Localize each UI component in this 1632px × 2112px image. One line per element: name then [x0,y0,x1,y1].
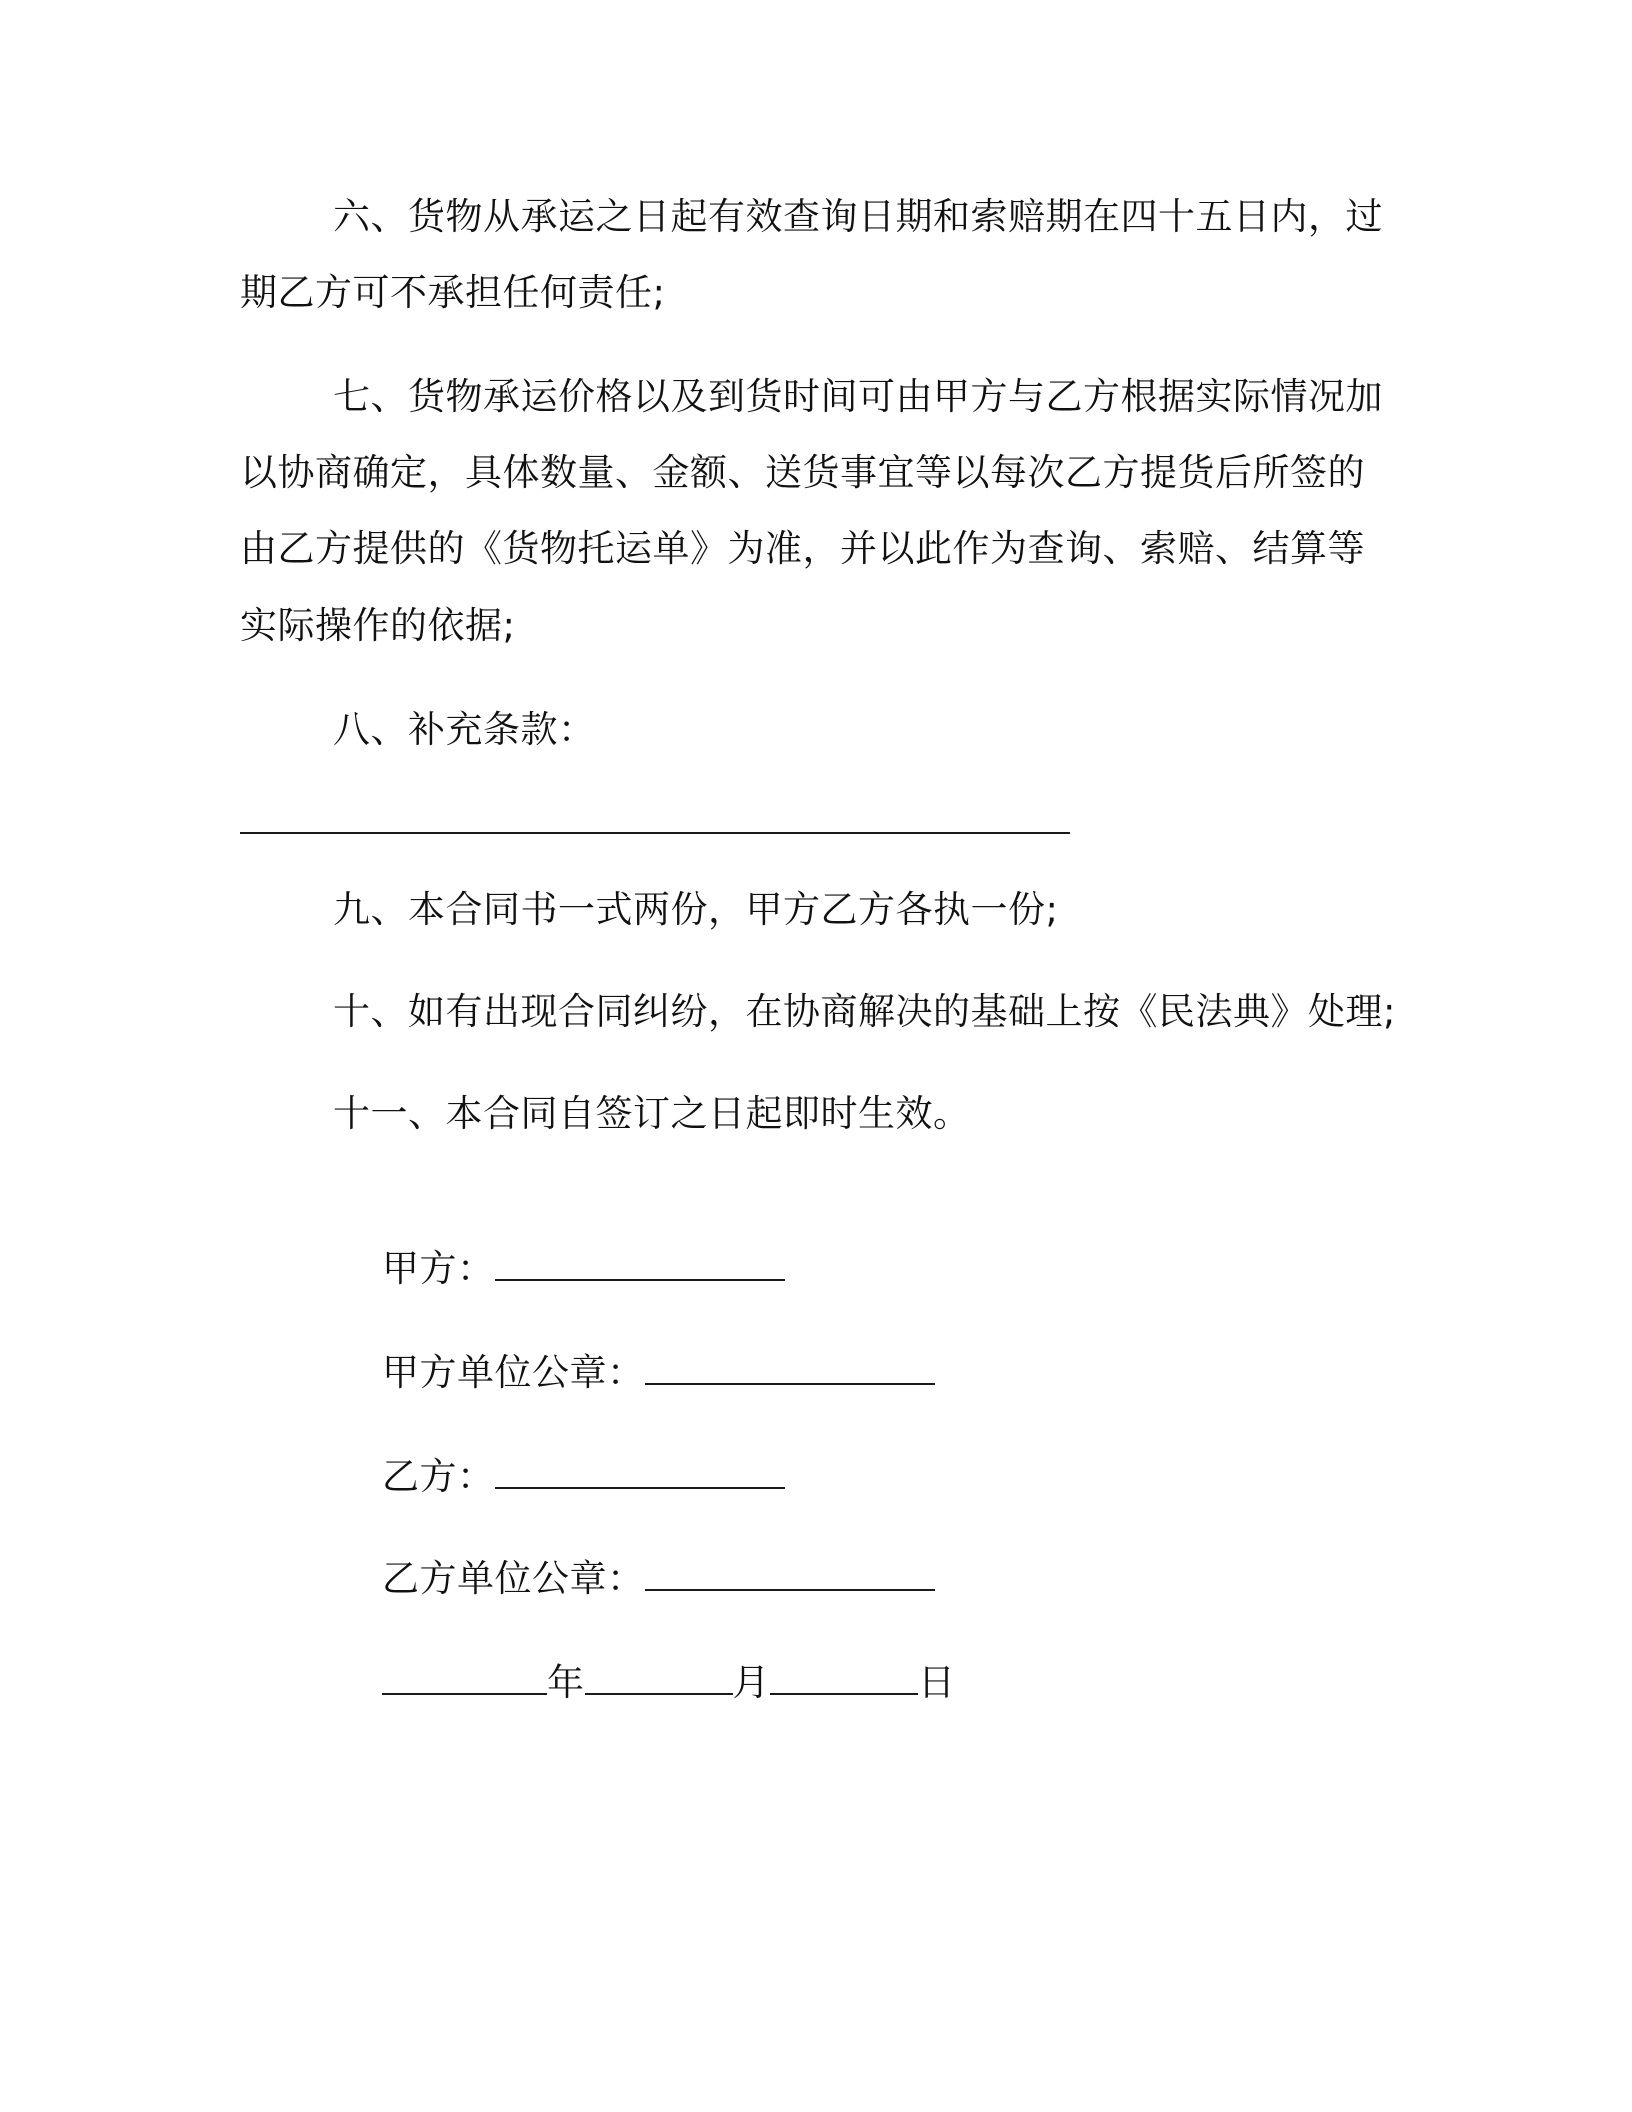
clause-8-heading: 八、补充条款： [333,708,596,751]
month-blank[interactable] [585,1657,733,1695]
clause-9: 九、本合同书一式两份，甲方乙方各执一份; [333,888,1059,931]
clause-6-line-1: 六、货物从承运之日起有效查询日期和索赔期在四十五日内，过 [333,195,1383,238]
party-b-label: 乙方： [382,1455,495,1498]
party-a-seal-label: 甲方单位公章： [382,1351,645,1394]
party-b-seal-blank[interactable] [645,1553,935,1591]
party-b-seal-label: 乙方单位公章： [382,1557,645,1600]
supplementary-terms-blank-line[interactable] [240,832,1070,834]
day-blank[interactable] [770,1657,918,1695]
month-label: 月 [732,1661,771,1704]
date-row [333,1607,956,1758]
party-a-signature-blank[interactable] [495,1243,785,1281]
day-label: 日 [918,1661,956,1704]
clause-7-line-1: 七、货物承运价格以及到货时间可由甲方与乙方根据实际情况加 [333,375,1383,418]
party-a-label: 甲方： [382,1247,495,1290]
clause-7-line-2: 以协商确定，具体数量、金额、送货事宜等以每次乙方提货后所签的 [240,451,1365,494]
clause-7-line-3: 由乙方提供的《货物托运单》为准，并以此作为查询、索赔、结算等 [240,527,1365,570]
year-blank[interactable] [382,1657,547,1695]
clause-11: 十一、本合同自签订之日起即时生效。 [333,1092,971,1135]
clause-10: 十、如有出现合同纠纷，在协商解决的基础上按《民法典》处理; [333,990,1396,1033]
party-a-seal-blank[interactable] [645,1347,935,1385]
clause-7-line-4: 实际操作的依据; [240,604,516,647]
clause-6-line-2: 期乙方可不承担任何责任; [240,271,666,314]
year-label: 年 [547,1661,585,1704]
party-b-signature-blank[interactable] [495,1451,785,1489]
